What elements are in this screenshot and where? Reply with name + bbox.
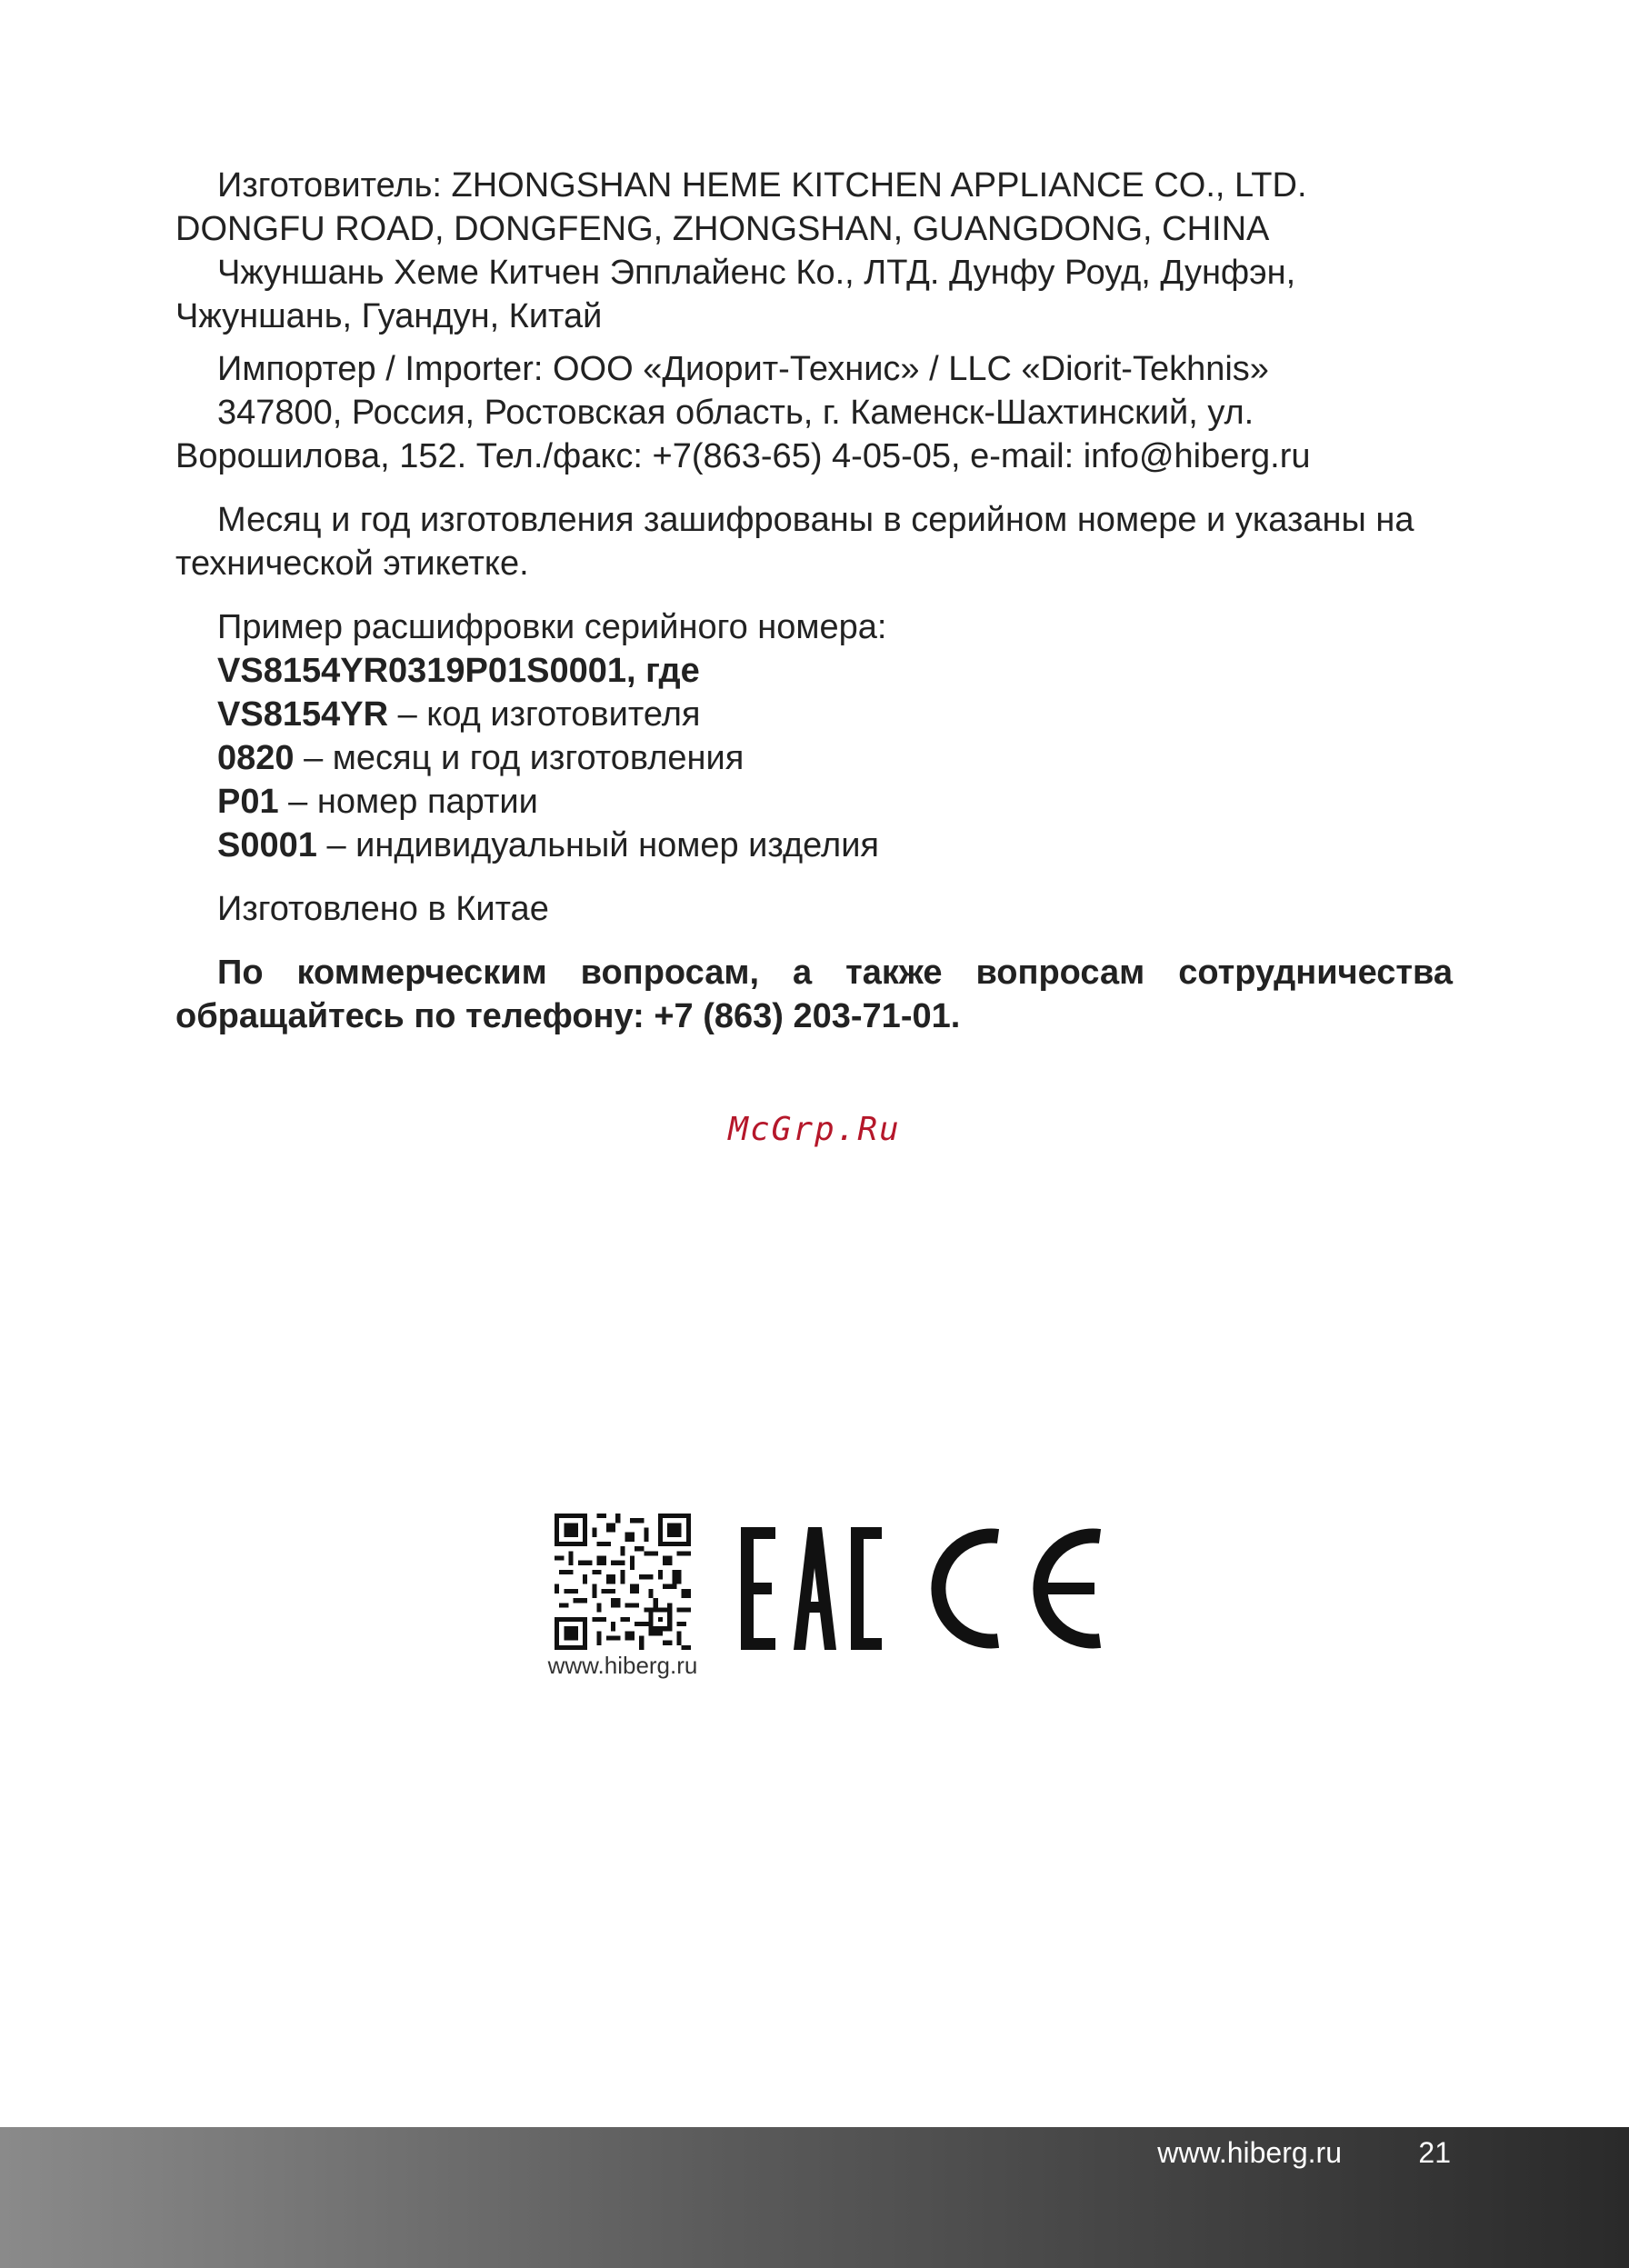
manufacturer-line: Изготовитель: ZHONGSHAN HEME KITCHEN APPLIANCE CO., LTD. DONGFU ROAD, DONGFENG, ZHONGSHAN, GUANGDONG, CHINA (175, 166, 1307, 248)
serial-desc: – номер партии (278, 783, 538, 821)
ce-mark-icon (927, 1527, 1109, 1650)
importer-line: Импортер / Importer: ООО «Диорит-Технис» / LLC «Diorit-Tekhnis» (217, 350, 1269, 388)
watermark-link[interactable]: McGrp.Ru (728, 1111, 901, 1148)
serial-desc: – месяц и год изготовления (294, 739, 745, 777)
serial-desc: – код изготовителя (388, 695, 701, 734)
serial-code: S0001 (217, 826, 317, 864)
qr-code-icon[interactable] (555, 1514, 691, 1650)
eac-mark-icon (741, 1527, 882, 1650)
serial-part-batch (175, 780, 1453, 824)
serial-code: VS8154YR (217, 695, 389, 734)
certification-marks (536, 1514, 1118, 1686)
serial-part-manufacturer (175, 693, 1453, 736)
commercial-contact: По коммерческим вопросам, а также вопросам сотрудничества обращайтесь по телефону: +7 (863) 203-71-01. (175, 954, 1453, 1035)
serial-part-date (175, 736, 1453, 780)
production-date-note: Месяц и год изготовления зашифрованы в серийном номере и указаны на технической этикетке. (175, 501, 1414, 583)
importer-address: 347800, Россия, Ростовская область, г. Каменск-Шахтинский, ул. Ворошилова, 152. Тел./факс: +7(863-65) 4-05-05, e-mail: info@hiberg.ru (175, 394, 1311, 475)
serial-code: 0820 (217, 739, 295, 777)
origin-note: Изготовлено в Китае (217, 890, 549, 928)
serial-intro: Пример расшифровки серийного номера: (217, 608, 887, 646)
serial-full: VS8154YR0319P01S0001, где (217, 652, 700, 690)
qr-caption: www.hiberg.ru (547, 1652, 698, 1679)
page-number: 21 (1418, 2136, 1451, 2169)
serial-part-individual (175, 824, 1453, 867)
serial-desc: – индивидуальный номер изделия (316, 826, 880, 864)
footer-website-link[interactable]: www.hiberg.ru (1157, 2136, 1342, 2169)
document-body (175, 164, 1453, 1038)
manufacturer-line-russian: Чжуншань Хеме Китчен Эпплайенс Ко., ЛТД. Дунфу Роуд, Дунфэн, Чжуншань, Гуандун, Китай (175, 254, 1296, 335)
page-footer (0, 2127, 1629, 2268)
serial-code: P01 (217, 783, 279, 821)
